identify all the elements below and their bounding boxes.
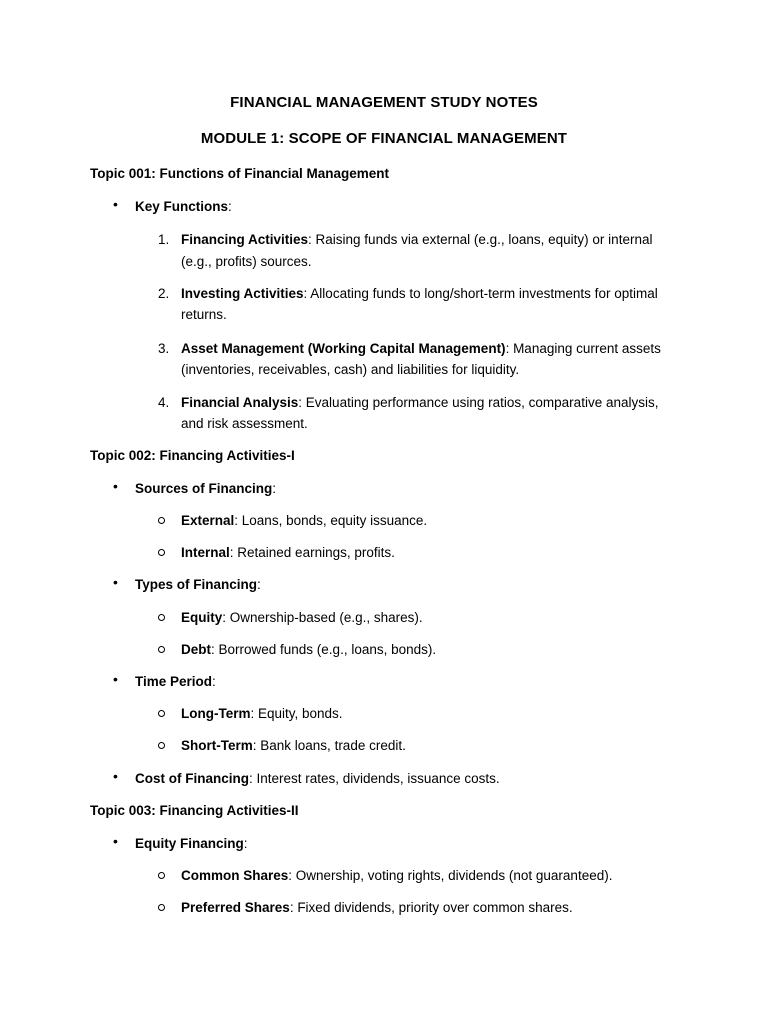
list-item — [181, 392, 658, 413]
circle-bullet-icon — [158, 646, 165, 653]
list-item — [181, 703, 343, 724]
item-text: : Allocating funds to long/short-term investments for optimal — [303, 286, 658, 301]
list-item — [181, 607, 423, 628]
item-term: Common Shares — [181, 868, 289, 883]
list-item: Types of Financing: — [135, 577, 261, 592]
item-text: : Loans, bonds, equity issuance. — [234, 513, 428, 528]
list-number: 1. — [158, 232, 170, 247]
item-term: Internal — [181, 545, 230, 560]
circle-bullet-icon — [158, 549, 165, 556]
item-term: Financing Activities — [181, 232, 309, 247]
item-term: Investing Activities — [181, 286, 304, 301]
bullet-label: Key Functions — [135, 199, 229, 214]
bullet-icon: • — [113, 671, 118, 687]
topic-heading: Topic 001: Functions of Financial Management — [90, 166, 390, 181]
list-item — [135, 768, 500, 789]
list-item — [181, 510, 427, 531]
circle-bullet-icon — [158, 904, 165, 911]
item-term: Long-Term — [181, 706, 251, 721]
bullet-icon: • — [113, 768, 118, 784]
bullet-icon: • — [113, 196, 118, 212]
item-text: : Retained earnings, profits. — [229, 545, 395, 560]
item-term: Cost of Financing — [135, 771, 249, 786]
item-term: Preferred Shares — [181, 900, 290, 915]
list-number: 2. — [158, 286, 170, 301]
item-text: : Raising funds via external (e.g., loans, equity) or internal — [308, 232, 653, 247]
item-term: External — [181, 513, 235, 528]
bullet-label: Time Period — [135, 674, 213, 689]
list-item — [181, 338, 661, 359]
list-item: Time Period: — [135, 674, 216, 689]
item-text-continued: and risk assessment. — [181, 416, 308, 431]
item-text: : Ownership, voting rights, dividends (not guaranteed). — [288, 868, 613, 883]
item-text: : Interest rates, dividends, issuance costs. — [249, 771, 500, 786]
list-item: Sources of Financing: — [135, 481, 277, 496]
document-title: FINANCIAL MANAGEMENT STUDY NOTES — [230, 94, 538, 111]
list-item — [181, 229, 652, 250]
module-title: MODULE 1: SCOPE OF FINANCIAL MANAGEMENT — [200, 130, 568, 147]
item-term: Short-Term — [181, 738, 253, 753]
list-item — [181, 639, 436, 660]
list-number: 3. — [158, 341, 170, 356]
item-term: Equity — [181, 610, 223, 625]
circle-bullet-icon — [158, 710, 165, 717]
item-term: Asset Management (Working Capital Management) — [181, 341, 506, 356]
item-text: : Equity, bonds. — [250, 706, 343, 721]
list-item — [181, 865, 612, 886]
list-item — [181, 897, 573, 918]
item-term: Debt — [181, 642, 211, 657]
topic-heading: Topic 003: Financing Activities-II — [90, 803, 299, 818]
item-text: : Fixed dividends, priority over common shares. — [289, 900, 573, 915]
circle-bullet-icon — [158, 872, 165, 879]
item-text: : Borrowed funds (e.g., loans, bonds). — [211, 642, 437, 657]
list-item — [181, 735, 406, 756]
list-item — [181, 283, 658, 304]
bullet-label: Equity Financing — [135, 836, 244, 851]
topic-heading: Topic 002: Financing Activities-I — [90, 448, 295, 463]
item-text: : Evaluating performance using ratios, comparative analysis, — [298, 395, 659, 410]
bullet-icon: • — [113, 478, 118, 494]
item-text-continued: (e.g., profits) sources. — [181, 254, 312, 269]
bullet-icon: • — [113, 833, 118, 849]
item-term: Financial Analysis — [181, 395, 299, 410]
item-text: : Bank loans, trade credit. — [252, 738, 406, 753]
circle-bullet-icon — [158, 614, 165, 621]
bullet-icon: • — [113, 574, 118, 590]
bullet-label: Types of Financing — [135, 577, 258, 592]
item-text-continued: returns. — [181, 307, 227, 322]
list-item: Key Functions: — [135, 199, 232, 214]
bullet-label: Sources of Financing — [135, 481, 273, 496]
circle-bullet-icon — [158, 517, 165, 524]
list-item — [181, 542, 395, 563]
item-text: : Managing current assets — [505, 341, 661, 356]
item-text-continued: (inventories, receivables, cash) and liabilities for liquidity. — [181, 362, 520, 377]
circle-bullet-icon — [158, 742, 165, 749]
list-number: 4. — [158, 395, 170, 410]
list-item: Equity Financing: — [135, 836, 248, 851]
item-text: : Ownership-based (e.g., shares). — [222, 610, 423, 625]
